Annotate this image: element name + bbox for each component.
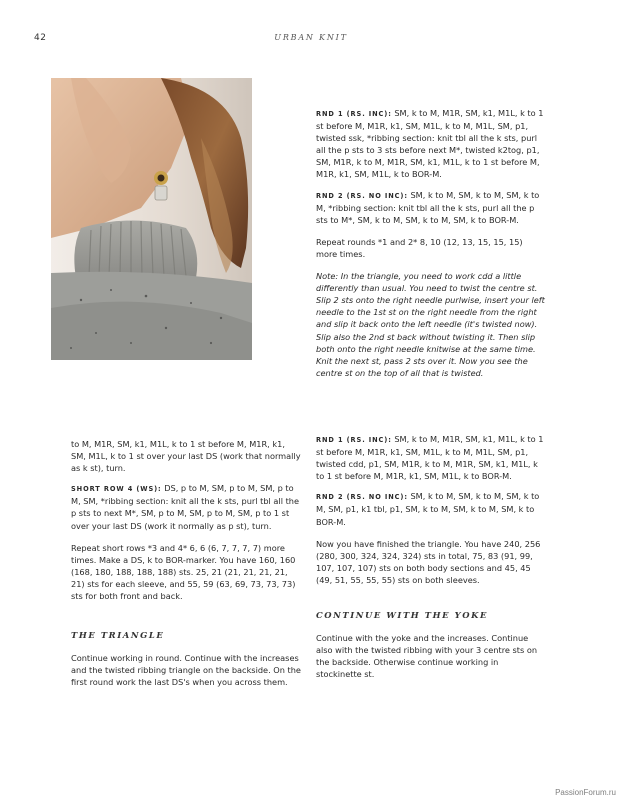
short-row-4-text: DS, p to M, SM, p to M, SM, p to M, SM, *ribbing section: knit all the k sts, purl tbl all the p sts to next M*, SM, p to M, SM, p to M, SM, p to 1 st over your last DS (work it normally as p st), turn. [71, 483, 300, 531]
triangle-round-2-text: SM, k to M, SM, k to M, SM, k to M, SM, p1, k1 tbl, p1, SM, k to M, SM, k to M, SM, k to BOR-M. [316, 491, 540, 527]
triangle-round-1-text: SM, k to M, M1R, SM, k1, M1L, k to 1 st before M, M1R, k1, SM, M1L, k to M, M1L, SM, p1, twisted cdd, p1, SM, M1R, k to M, M1R, SM, k1, M1L, k to 1 st before M, M1R, k1, SM, M1L, k to BOR-M. [316, 434, 544, 482]
round-2-label: RND 2 (RS. NO INC): [316, 191, 408, 200]
triangle-round-2-label: RND 2 (RS. NO INC): [316, 493, 408, 502]
yoke-text: Continue with the yoke and the increases. Continue also with the twisted ribbing with your 3 centre sts on the backside. Otherwise continue working in stockinette st. [316, 633, 538, 680]
triangle-text: Continue working in round. Continue with the increases and the twisted ribbing triangle on the backside. On the first round work the last DS's when you across them. [71, 653, 301, 688]
yoke-heading: CONTINUE WITH THE YOKE [316, 610, 488, 621]
round-2-text: SM, k to M, SM, k to M, SM, k to M, *ribbing section: knit tbl all the k sts, purl all the p sts to M*, SM, k to M, SM, k to M, SM, k to BOR-M. [316, 189, 540, 225]
triangle-round-1-label: RND 1 (RS. INC): [316, 436, 392, 444]
round-1-instruction [316, 107, 546, 181]
repeat-short-rows-text: Repeat short rows *3 and 4* 6, 6 (6, 7, 7, 7, 7) more times. Make a DS, k to BOR-marker. You have 160, 160 (168, 180, 188, 188, 188) sts. 25, 21 (21, 21, 21, 21, 21) sts for each sleeve, and 55, 59 (63, 69, 73, 73, 73) sts for both front and back. [71, 542, 296, 602]
triangle-finished-text: Now you have finished the triangle. You have 240, 256 (280, 300, 324, 324, 324) sts in total, 75, 83 (91, 99, 107, 107, 107) sts on both body sections and 45, 45 (49, 51, 55, 55, 55) sts on both sleeves. [316, 538, 541, 585]
twisted-cdd-note: Note: In the triangle, you need to work cdd a little differently than usual. You need to twist the centre st. Slip 2 sts onto the right needle purlwise, insert your left needle to the 1st st on the right needle from the right and slip it back onto the left needle (it's twisted now). Slip also the 2nd st back without twisting it. Then slip both onto the right needle knitwise at the same time. Knit the next st, pass 2 sts over it. Now you see the centre st on the top of all that is twisted. [316, 271, 545, 378]
short-row-4-instruction [71, 482, 301, 531]
right-column-bottom [316, 433, 546, 680]
running-title: URBAN KNIT [274, 33, 348, 42]
round-2-instruction [316, 189, 546, 226]
left-column-bottom [71, 438, 301, 688]
right-column-top [316, 107, 546, 379]
triangle-round-1-instruction [316, 433, 546, 482]
triangle-heading: THE TRIANGLE [71, 630, 165, 641]
repeat-rounds-text: Repeat rounds *1 and 2* 8, 10 (12, 13, 15, 15, 15) more times. [316, 236, 523, 259]
triangle-round-2-instruction [316, 490, 546, 527]
page-number: 42 [34, 33, 47, 43]
sweater-photo [51, 78, 252, 360]
watermark-credit: PassionForum.ru [555, 788, 616, 797]
continued-row-text: to M, M1R, SM, k1, M1L, k to 1 st before M, M1R, k1, SM, M1L, k to 1 st over your last DS (work that normally as k st), turn. [71, 439, 301, 474]
round-1-label: RND 1 (RS. INC): [316, 110, 392, 118]
round-1-text: SM, k to M, M1R, SM, k1, M1L, k to 1 st before M, M1R, k1, SM, M1L, k to M, M1L, SM, p1, twisted ssk, *ribbing section: knit tbl all the k sts, purl all the p sts to 3 sts before next M*, twisted k2tog, p1, SM, M1R, k to M, M1R, SM, k1, M1L, k to 1 st before M, M1R, k1, SM, M1L, k to BOR-M. [316, 108, 544, 180]
short-row-4-label: SHORT ROW 4 (WS): [71, 485, 162, 494]
